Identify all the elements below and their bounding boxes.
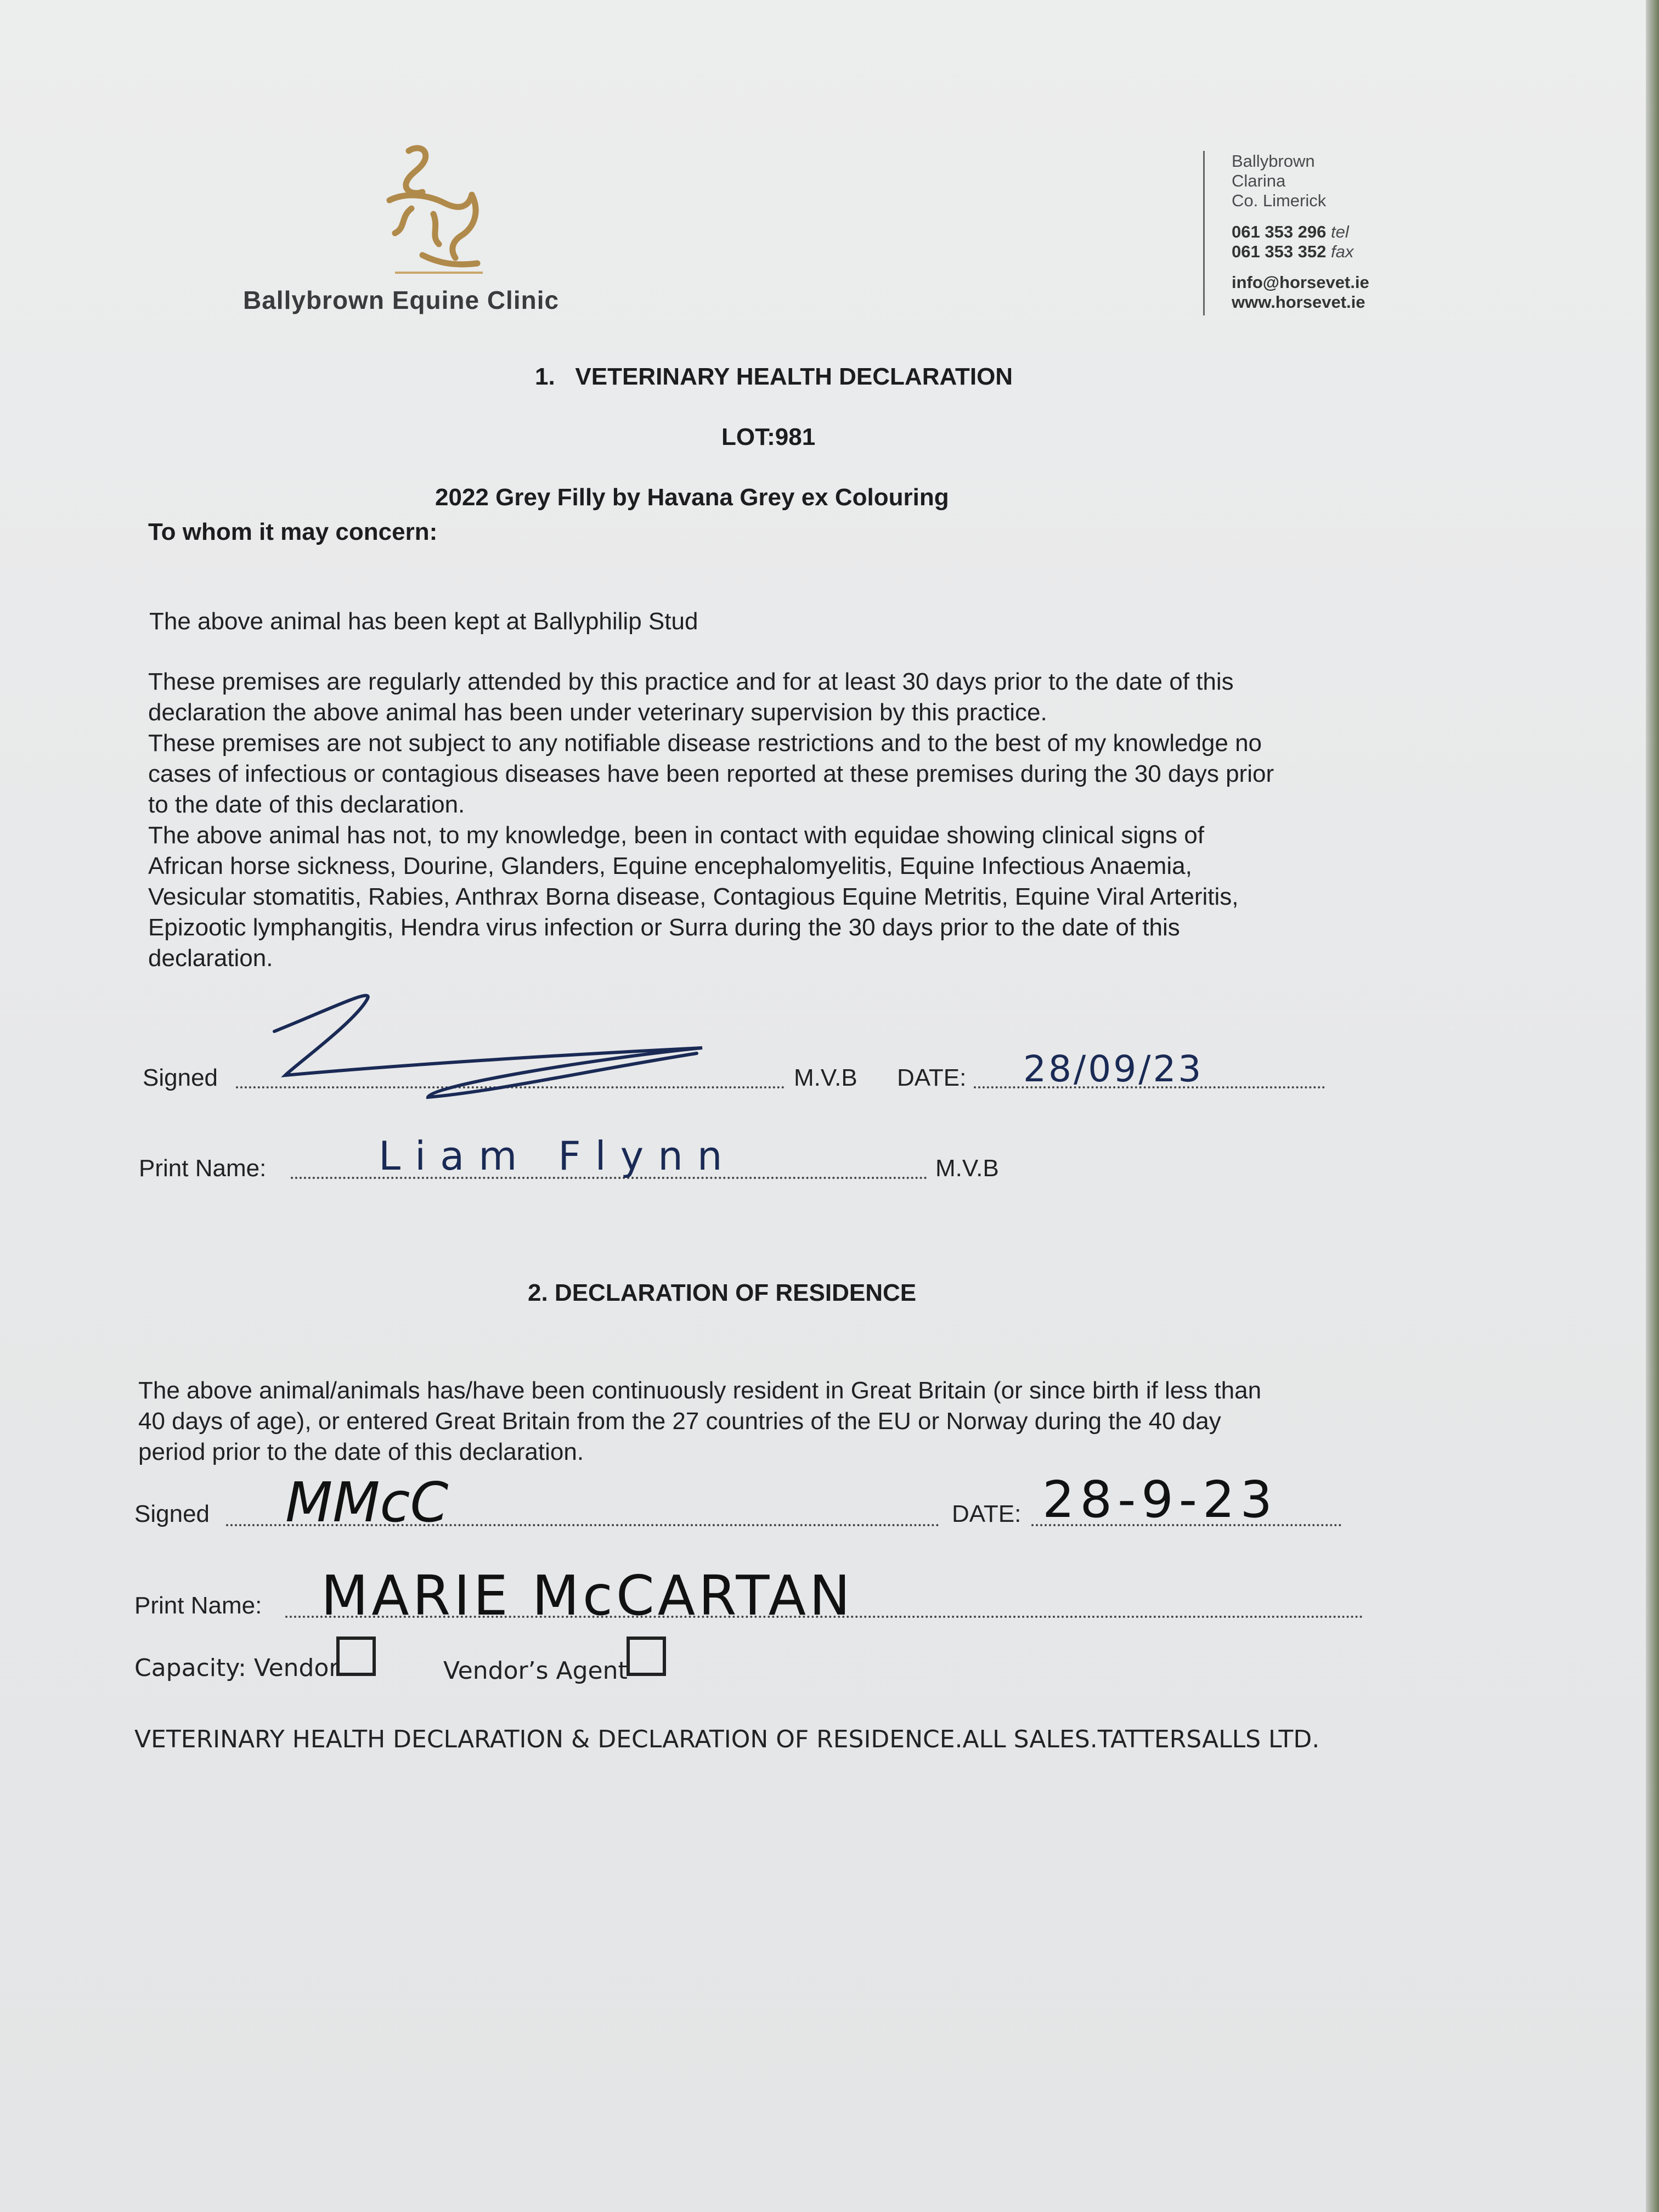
address-line: Clarina — [1232, 171, 1286, 190]
clinic-address — [1232, 151, 1326, 211]
paragraph-line: period prior to the date of this declaration. — [138, 1438, 584, 1465]
paragraph-line: cases of infectious or contagious diseases have been reported at these premises during the 30 days prior — [148, 760, 1274, 787]
paragraph-line: declaration the above animal has been under veterinary supervision by this practice. — [148, 699, 1047, 726]
footer-text: VETERINARY HEALTH DECLARATION & DECLARATION OF RESIDENCE.ALL SALES.TATTERSALLS LTD. — [134, 1725, 1320, 1753]
paragraph-line: declaration. — [148, 945, 273, 972]
declaration-paragraph — [148, 667, 1465, 974]
paragraph-line: 40 days of age), or entered Great Britain from the 27 countries of the EU or Norway during the 40 day — [138, 1408, 1221, 1435]
animal-description: 2022 Grey Filly by Havana Grey ex Colouring — [435, 484, 949, 511]
capacity-vendor-label: Capacity: Vendor — [134, 1654, 339, 1682]
tel-label: tel — [1331, 222, 1349, 241]
address-line: Co. Limerick — [1232, 191, 1327, 210]
fax-line — [1232, 242, 1353, 262]
vendor-checkbox[interactable] — [336, 1637, 376, 1676]
tel-number: 061 353 296 — [1232, 222, 1327, 241]
address-line: Ballybrown — [1232, 151, 1315, 171]
print-name-label: Print Name: — [139, 1155, 267, 1182]
vet-print-name: Liam Flynn — [379, 1133, 737, 1179]
paragraph-line: to the date of this declaration. — [148, 791, 465, 818]
address-divider — [1203, 151, 1205, 315]
page-edge — [1646, 0, 1659, 2212]
paragraph-line: These premises are not subject to any notifiable disease restrictions and to the best of my knowledge no — [148, 730, 1262, 757]
mvb-label: M.V.B — [794, 1064, 857, 1091]
tel-line — [1232, 222, 1353, 242]
paragraph-line: African horse sickness, Dourine, Glanders, Equine encephalomyelitis, Equine Infectious Anaemia, — [148, 853, 1192, 879]
vendor-agent-label: Vendor’s Agent — [443, 1657, 628, 1685]
kept-at-statement: The above animal has been kept at Ballyphilip Stud — [149, 608, 698, 635]
paragraph-line: Epizootic lymphangitis, Hendra virus infection or Surra during the 30 days prior to the date of this — [148, 914, 1180, 941]
fax-label: fax — [1331, 242, 1354, 261]
paragraph-line: These premises are regularly attended by this practice and for at least 30 days prior to the date of this — [148, 668, 1234, 695]
salutation: To whom it may concern: — [148, 518, 438, 545]
paragraph-line: The above animal/animals has/have been continuously resident in Great Britain (or since birth if less than — [138, 1377, 1262, 1404]
vet-signature-icon — [263, 988, 713, 1108]
clinic-name: Ballybrown Equine Clinic — [243, 286, 560, 314]
signed-label: Signed — [143, 1064, 218, 1091]
vet-date-value: 28/09/23 — [1023, 1048, 1204, 1090]
clinic-web — [1232, 273, 1369, 312]
lot-number: LOT:981 — [721, 424, 816, 450]
print-name-label-2: Print Name: — [134, 1592, 262, 1619]
clinic-phone — [1232, 222, 1353, 262]
paragraph-line: Vesicular stomatitis, Rabies, Anthrax Borna disease, Contagious Equine Metritis, Equine Viral Arteritis, — [148, 883, 1239, 910]
paragraph-line: The above animal has not, to my knowledge, been in contact with equidae showing clinical signs of — [148, 822, 1204, 849]
residence-print-name: MARIE McCARTAN — [321, 1564, 854, 1628]
residence-paragraph — [138, 1375, 1482, 1468]
fax-number: 061 353 352 — [1232, 242, 1327, 261]
date-label-2: DATE: — [952, 1500, 1022, 1527]
horse-logo-icon — [357, 140, 499, 277]
section2-heading: 2. DECLARATION OF RESIDENCE — [528, 1279, 917, 1306]
vendor-agent-checkbox[interactable] — [627, 1637, 666, 1676]
residence-signature: MMcC — [285, 1470, 449, 1534]
clinic-email: info@horsevet.ie — [1232, 273, 1369, 292]
date-label: DATE: — [897, 1064, 967, 1091]
print-mvb-label: M.V.B — [935, 1155, 999, 1182]
residence-date-value: 28-9-23 — [1042, 1470, 1278, 1529]
signed-label-2: Signed — [134, 1500, 210, 1527]
clinic-website: www.horsevet.ie — [1232, 292, 1365, 312]
section1-heading: 1. VETERINARY HEALTH DECLARATION — [535, 363, 1013, 390]
